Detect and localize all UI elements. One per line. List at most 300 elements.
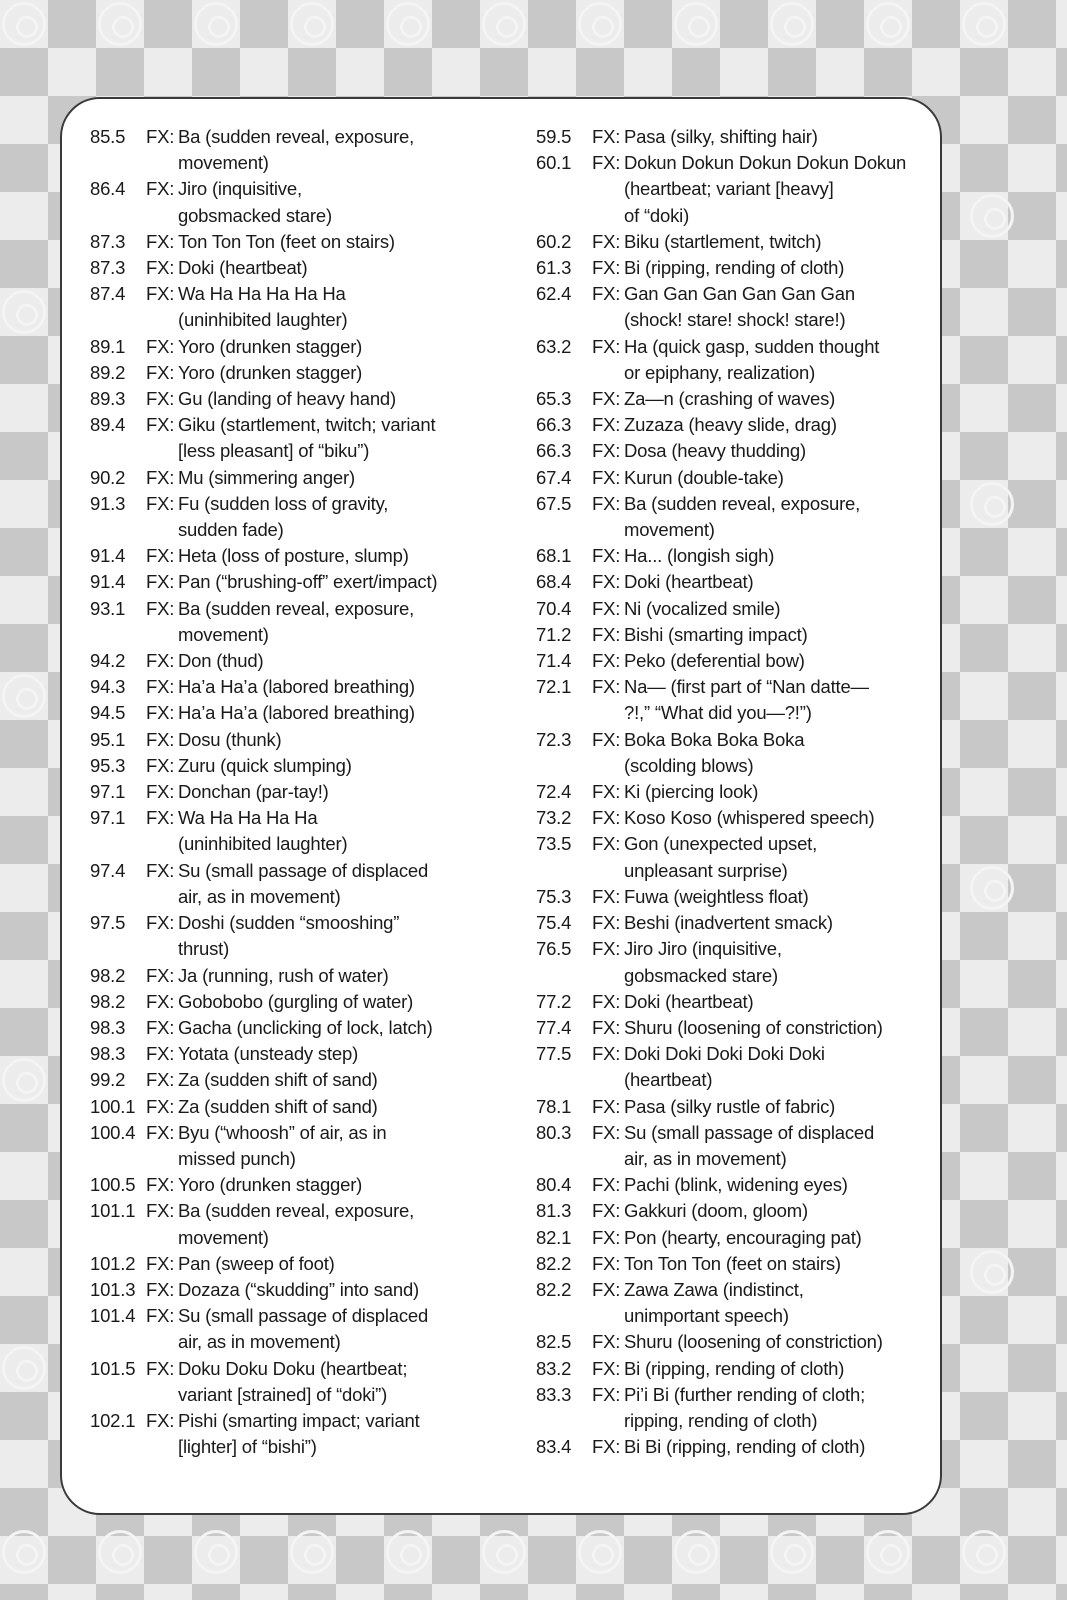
fx-label: FX: (146, 571, 175, 593)
fx-description (624, 491, 936, 543)
fx-entry (90, 674, 510, 700)
fx-entry (536, 831, 936, 883)
fx-entry (90, 1172, 510, 1198)
fx-label: FX: (146, 1016, 175, 1038)
fx-description (624, 622, 936, 648)
fx-entry (536, 1094, 936, 1120)
fx-description (624, 412, 936, 438)
fx-description-line: Ja (running, rush of water) (178, 964, 389, 986)
fx-description (178, 1172, 510, 1198)
fx-description-line: unimportant speech) (624, 1305, 789, 1327)
fx-entry (536, 281, 936, 333)
right-column (536, 124, 936, 1460)
fx-entry (536, 412, 936, 438)
fx-entry (90, 805, 510, 857)
fx-description (624, 465, 936, 491)
page-panel-number: 82.2 (536, 1278, 572, 1300)
fx-description-line: Don (thud) (178, 650, 264, 672)
fx-description (178, 412, 510, 464)
fx-entry (536, 491, 936, 543)
fx-entry (536, 438, 936, 464)
page-panel-number: 91.3 (90, 492, 126, 514)
page-panel-number: 89.2 (90, 361, 126, 383)
fx-label: FX: (592, 807, 621, 829)
fx-description-line: Pasa (silky, shifting hair) (624, 126, 818, 147)
page-panel-number: 60.1 (536, 152, 572, 174)
fx-label: FX: (592, 990, 621, 1012)
fx-entry (90, 1356, 510, 1408)
fx-description (178, 1067, 510, 1093)
page-panel-number: 80.4 (536, 1174, 572, 1196)
fx-entry (536, 622, 936, 648)
fx-label: FX: (146, 414, 175, 436)
fx-description-line: Ha’a Ha’a (labored breathing) (178, 676, 415, 698)
page-panel-number: 97.4 (90, 859, 126, 881)
page-panel-number: 89.1 (90, 335, 126, 357)
fx-description (624, 1356, 936, 1382)
fx-description-line: Dosu (thunk) (178, 728, 282, 750)
ornament-icon (482, 2, 526, 46)
fx-description (178, 334, 510, 360)
fx-entry (90, 963, 510, 989)
page-panel-number: 72.3 (536, 728, 572, 750)
fx-entry (536, 1172, 936, 1198)
page-panel-number: 83.3 (536, 1383, 572, 1405)
fx-label: FX: (592, 912, 621, 934)
fx-entry (90, 491, 510, 543)
fx-description (624, 1277, 936, 1329)
page-panel-number: 72.4 (536, 781, 572, 803)
fx-label: FX: (592, 885, 621, 907)
fx-description-line: Kurun (double-take) (624, 466, 784, 488)
page-panel-number: 83.4 (536, 1436, 572, 1458)
fx-description (624, 727, 936, 779)
ornament-icon (962, 1530, 1006, 1574)
fx-description-line: ripping, rending of cloth) (624, 1409, 818, 1431)
fx-description-line: Beshi (inadvertent smack) (624, 912, 833, 934)
fx-label: FX: (146, 1409, 175, 1431)
fx-description (624, 1094, 936, 1120)
fx-label: FX: (146, 1095, 175, 1117)
fx-description-line: Jiro (inquisitive, (178, 178, 302, 200)
page-panel-number: 101.4 (90, 1305, 136, 1327)
page-panel-number: 98.2 (90, 964, 126, 986)
fx-description-line: Mu (simmering anger) (178, 466, 355, 488)
fx-label: FX: (592, 571, 621, 593)
page-panel-number: 75.4 (536, 912, 572, 934)
fx-description-line: [lighter] of “bishi”) (178, 1436, 317, 1458)
fx-description-line: (uninhibited laughter) (178, 309, 348, 331)
fx-label: FX: (146, 859, 175, 881)
fx-label: FX: (592, 1121, 621, 1143)
page-panel-number: 67.5 (536, 492, 572, 514)
fx-description-line: Ha... (longish sigh) (624, 545, 775, 567)
fx-label: FX: (146, 230, 175, 252)
fx-entry (536, 334, 936, 386)
page-panel-number: 100.4 (90, 1121, 136, 1143)
fx-description (624, 281, 936, 333)
page-panel-number: 97.1 (90, 781, 126, 803)
fx-description (624, 884, 936, 910)
fx-label: FX: (592, 230, 621, 252)
fx-description-line: Ha’a Ha’a (labored breathing) (178, 702, 415, 724)
fx-description (624, 569, 936, 595)
page-panel-number: 62.4 (536, 283, 572, 305)
page-panel-number: 71.2 (536, 623, 572, 645)
page-panel-number: 68.4 (536, 571, 572, 593)
page-panel-number: 85.5 (90, 126, 126, 147)
fx-description-line: Shuru (loosening of constriction) (624, 1016, 883, 1038)
fx-label: FX: (592, 335, 621, 357)
fx-label: FX: (146, 912, 175, 934)
page-panel-number: 87.4 (90, 283, 126, 305)
ornament-icon (98, 1530, 142, 1574)
page-panel-number: 75.3 (536, 885, 572, 907)
fx-description-line: Su (small passage of displaced (178, 1305, 429, 1327)
fx-entry (536, 1329, 936, 1355)
fx-description-line: unpleasant surprise) (624, 859, 788, 881)
fx-description-line: Yoro (drunken stagger) (178, 335, 363, 357)
fx-description-line: Byu (“whoosh” of air, as in (178, 1121, 387, 1143)
fx-description-line: gobsmacked stare) (178, 204, 332, 226)
fx-description-line: movement) (178, 623, 269, 645)
fx-description-line: Na— (first part of “Nan datte— (624, 676, 869, 698)
fx-label: FX: (146, 466, 175, 488)
fx-description-line: movement) (178, 152, 269, 174)
fx-label: FX: (592, 388, 621, 410)
fx-label: FX: (592, 1383, 621, 1405)
fx-entry (536, 989, 936, 1015)
fx-entry (90, 412, 510, 464)
page-panel-number: 61.3 (536, 257, 572, 279)
fx-description (624, 989, 936, 1015)
fx-entry (536, 386, 936, 412)
fx-entry (536, 465, 936, 491)
fx-description (178, 465, 510, 491)
page-panel-number: 87.3 (90, 257, 126, 279)
fx-entry (536, 1225, 936, 1251)
fx-label: FX: (592, 283, 621, 305)
fx-label: FX: (146, 650, 175, 672)
fx-entry (90, 1067, 510, 1093)
fx-description-line: Biku (startlement, twitch) (624, 230, 822, 252)
fx-description (178, 569, 510, 595)
fx-description-line: Doku Doku Doku (heartbeat; (178, 1357, 408, 1379)
fx-description-line: Su (small passage of displaced (624, 1121, 875, 1143)
fx-description-line: movement) (178, 1226, 269, 1248)
fx-description-line: Jiro Jiro (inquisitive, (624, 938, 782, 960)
page-panel-number: 100.5 (90, 1174, 136, 1196)
fx-entry (90, 360, 510, 386)
fx-label: FX: (146, 990, 175, 1012)
fx-description (178, 386, 510, 412)
page-panel-number: 98.3 (90, 1043, 126, 1065)
fx-description (178, 176, 510, 228)
page-panel-number: 82.5 (536, 1331, 572, 1353)
fx-description-line: Yoro (drunken stagger) (178, 361, 363, 383)
page-panel-number: 86.4 (90, 178, 126, 200)
fx-label: FX: (146, 1252, 175, 1274)
ornament-icon (866, 1530, 910, 1574)
page-panel-number: 94.3 (90, 676, 126, 698)
fx-description-line: Donchan (par-tay!) (178, 781, 329, 803)
fx-description (624, 1434, 936, 1460)
fx-description (624, 255, 936, 281)
fx-entry (536, 1251, 936, 1277)
ornament-icon (2, 1058, 46, 1102)
page-panel-number: 89.4 (90, 414, 126, 436)
fx-label: FX: (592, 833, 621, 855)
fx-description-line: Heta (loss of posture, slump) (178, 545, 409, 567)
fx-label: FX: (592, 440, 621, 462)
page-panel-number: 95.1 (90, 728, 126, 750)
fx-entry (90, 1094, 510, 1120)
page-panel-number: 77.5 (536, 1043, 572, 1065)
page-panel-number: 82.2 (536, 1252, 572, 1274)
fx-label: FX: (146, 545, 175, 567)
fx-entry (90, 255, 510, 281)
fx-description (178, 281, 510, 333)
fx-description-line: Fuwa (weightless float) (624, 885, 809, 907)
fx-description-line: Doki (heartbeat) (178, 257, 308, 279)
fx-description-line: Zuzaza (heavy slide, drag) (624, 414, 837, 436)
fx-label: FX: (592, 1174, 621, 1196)
fx-description (178, 858, 510, 910)
fx-description-line: Boka Boka Boka Boka (624, 728, 805, 750)
fx-entry (90, 1041, 510, 1067)
fx-description-line: Ki (piercing look) (624, 781, 759, 803)
fx-label: FX: (592, 650, 621, 672)
page-panel-number: 101.5 (90, 1357, 136, 1379)
fx-description (178, 596, 510, 648)
fx-description-line: Za (sudden shift of sand) (178, 1095, 378, 1117)
fx-label: FX: (592, 1252, 621, 1274)
page-panel-number: 82.1 (536, 1226, 572, 1248)
page-panel-number: 77.2 (536, 990, 572, 1012)
left-column (90, 124, 510, 1460)
fx-description-line: Bishi (smarting impact) (624, 623, 808, 645)
fx-description-line: gobsmacked stare) (624, 964, 778, 986)
fx-label: FX: (146, 1069, 175, 1091)
fx-description-line: Gon (unexpected upset, (624, 833, 818, 855)
fx-description-line: Ni (vocalized smile) (624, 597, 781, 619)
fx-description-line: Gan Gan Gan Gan Gan Gan (624, 283, 855, 305)
fx-label: FX: (146, 754, 175, 776)
fx-description (178, 989, 510, 1015)
fx-label: FX: (146, 1043, 175, 1065)
page-panel-number: 65.3 (536, 388, 572, 410)
fx-description-line: air, as in movement) (178, 885, 341, 907)
page-panel-number: 94.2 (90, 650, 126, 672)
fx-label: FX: (146, 492, 175, 514)
fx-label: FX: (592, 1200, 621, 1222)
page-panel-number: 71.4 (536, 650, 572, 672)
fx-entry (90, 334, 510, 360)
fx-description (624, 438, 936, 464)
fx-entry (536, 1041, 936, 1093)
page-panel-number: 97.5 (90, 912, 126, 934)
fx-entry (90, 648, 510, 674)
page-panel-number: 70.4 (536, 597, 572, 619)
fx-description (178, 700, 510, 726)
fx-entry (90, 569, 510, 595)
fx-description (178, 1251, 510, 1277)
page-panel-number: 94.5 (90, 702, 126, 724)
fx-entry (90, 858, 510, 910)
fx-description-line: Giku (startlement, twitch; variant (178, 414, 436, 436)
fx-description (178, 1094, 510, 1120)
fx-description (624, 1015, 936, 1041)
page-panel-number: 66.3 (536, 414, 572, 436)
fx-description (624, 150, 936, 229)
fx-entry (536, 727, 936, 779)
page-panel-number: 100.1 (90, 1095, 136, 1117)
fx-description-line: [less pleasant] of “biku”) (178, 440, 370, 462)
fx-label: FX: (592, 1278, 621, 1300)
fx-label: FX: (146, 361, 175, 383)
page-panel-number: 67.4 (536, 466, 572, 488)
fx-description-line: Bi (ripping, rending of cloth) (624, 257, 845, 279)
fx-description-line: Wa Ha Ha Ha Ha Ha (178, 283, 346, 305)
fx-description (178, 805, 510, 857)
fx-description-line: Bi (ripping, rending of cloth) (624, 1357, 845, 1379)
fx-description-line: Ba (sudden reveal, exposure, (178, 126, 415, 147)
fx-description-line: (uninhibited laughter) (178, 833, 348, 855)
fx-description (624, 831, 936, 883)
fx-description-line: Doki Doki Doki Doki Doki (624, 1043, 825, 1065)
fx-description (624, 1251, 936, 1277)
fx-entry (536, 884, 936, 910)
fx-entry (90, 124, 510, 176)
fx-description (178, 124, 510, 176)
fx-description-line: or epiphany, realization) (624, 361, 816, 383)
fx-entry (90, 1120, 510, 1172)
fx-entry (536, 229, 936, 255)
fx-description (178, 491, 510, 543)
fx-description-line: Pan (“brushing-off” exert/impact) (178, 571, 438, 593)
fx-description-line: Zuru (quick slumping) (178, 754, 352, 776)
fx-description (178, 1015, 510, 1041)
fx-label: FX: (146, 781, 175, 803)
fx-label: FX: (592, 466, 621, 488)
page-panel-number: 101.2 (90, 1252, 136, 1274)
fx-description-line: Shuru (loosening of constriction) (624, 1331, 883, 1353)
fx-label: FX: (592, 1226, 621, 1248)
fx-description (624, 1382, 936, 1434)
fx-label: FX: (146, 1278, 175, 1300)
fx-description-line: Ha (quick gasp, sudden thought (624, 335, 880, 357)
page-panel-number: 72.1 (536, 676, 572, 698)
page-panel-number: 95.3 (90, 754, 126, 776)
ornament-icon (2, 2, 46, 46)
fx-entry (90, 779, 510, 805)
fx-description-line: of “doki) (624, 204, 690, 226)
fx-description-line: Ton Ton Ton (feet on stairs) (178, 230, 395, 252)
fx-entry (90, 176, 510, 228)
ornament-icon (970, 1250, 1014, 1294)
fx-label: FX: (592, 414, 621, 436)
ornament-icon (2, 290, 46, 334)
page-panel-number: 80.3 (536, 1121, 572, 1143)
fx-description (178, 1198, 510, 1250)
fx-description-line: Doshi (sudden “smooshing” (178, 912, 400, 934)
fx-entry (90, 989, 510, 1015)
fx-label: FX: (592, 257, 621, 279)
fx-description (178, 1277, 510, 1303)
fx-label: FX: (146, 1200, 175, 1222)
page-panel-number: 66.3 (536, 440, 572, 462)
fx-label: FX: (592, 152, 621, 174)
fx-description (178, 753, 510, 779)
fx-description-line: movement) (624, 519, 715, 541)
page-panel-number: 73.2 (536, 807, 572, 829)
fx-description (624, 1329, 936, 1355)
page-panel-number: 73.5 (536, 833, 572, 855)
ornament-icon (866, 2, 910, 46)
page-panel-number: 81.3 (536, 1200, 572, 1222)
fx-label: FX: (592, 126, 621, 147)
fx-description (624, 936, 936, 988)
fx-label: FX: (592, 492, 621, 514)
fx-entry (90, 910, 510, 962)
fx-entry (90, 1303, 510, 1355)
fx-description-line: Fu (sudden loss of gravity, (178, 492, 389, 514)
fx-label: FX: (146, 1305, 175, 1327)
page-panel-number: 98.3 (90, 1016, 126, 1038)
fx-entry (536, 805, 936, 831)
page-panel-number: 76.5 (536, 938, 572, 960)
fx-description-line: (heartbeat; variant [heavy] (624, 178, 834, 200)
fx-entry (536, 150, 936, 229)
fx-description-line: Ba (sudden reveal, exposure, (178, 1200, 415, 1222)
fx-label: FX: (146, 728, 175, 750)
fx-description (624, 124, 936, 150)
fx-description-line: Dozaza (“skudding” into sand) (178, 1278, 419, 1300)
fx-description (178, 1120, 510, 1172)
fx-label: FX: (146, 335, 175, 357)
fx-entry (90, 229, 510, 255)
fx-label: FX: (146, 126, 175, 147)
fx-description (624, 334, 936, 386)
fx-entry (536, 124, 936, 150)
fx-label: FX: (592, 545, 621, 567)
ornament-icon (970, 866, 1014, 910)
ornament-icon (194, 1530, 238, 1574)
fx-description-line: Wa Ha Ha Ha Ha (178, 807, 318, 829)
fx-description-line: Su (small passage of displaced (178, 859, 429, 881)
page-panel-number: 91.4 (90, 545, 126, 567)
fx-entry (90, 281, 510, 333)
fx-label: FX: (592, 1043, 621, 1065)
fx-entry (90, 543, 510, 569)
ornament-icon (970, 482, 1014, 526)
fx-description-line: air, as in movement) (178, 1331, 341, 1353)
fx-entry (536, 779, 936, 805)
fx-description-line: Gobobobo (gurgling of water) (178, 990, 414, 1012)
fx-description (178, 1303, 510, 1355)
fx-description-line: Za—n (crashing of waves) (624, 388, 836, 410)
page-panel-number: 60.2 (536, 230, 572, 252)
fx-description (624, 1198, 936, 1224)
fx-label: FX: (146, 1121, 175, 1143)
fx-description (624, 910, 936, 936)
fx-description-line: Peko (deferential bow) (624, 650, 805, 672)
fx-description-line: ?!,” “What did you—?!”) (624, 702, 812, 724)
page-panel-number: 99.2 (90, 1069, 126, 1091)
fx-description-line: sudden fade) (178, 519, 284, 541)
fx-description (624, 386, 936, 412)
fx-entry (536, 543, 936, 569)
